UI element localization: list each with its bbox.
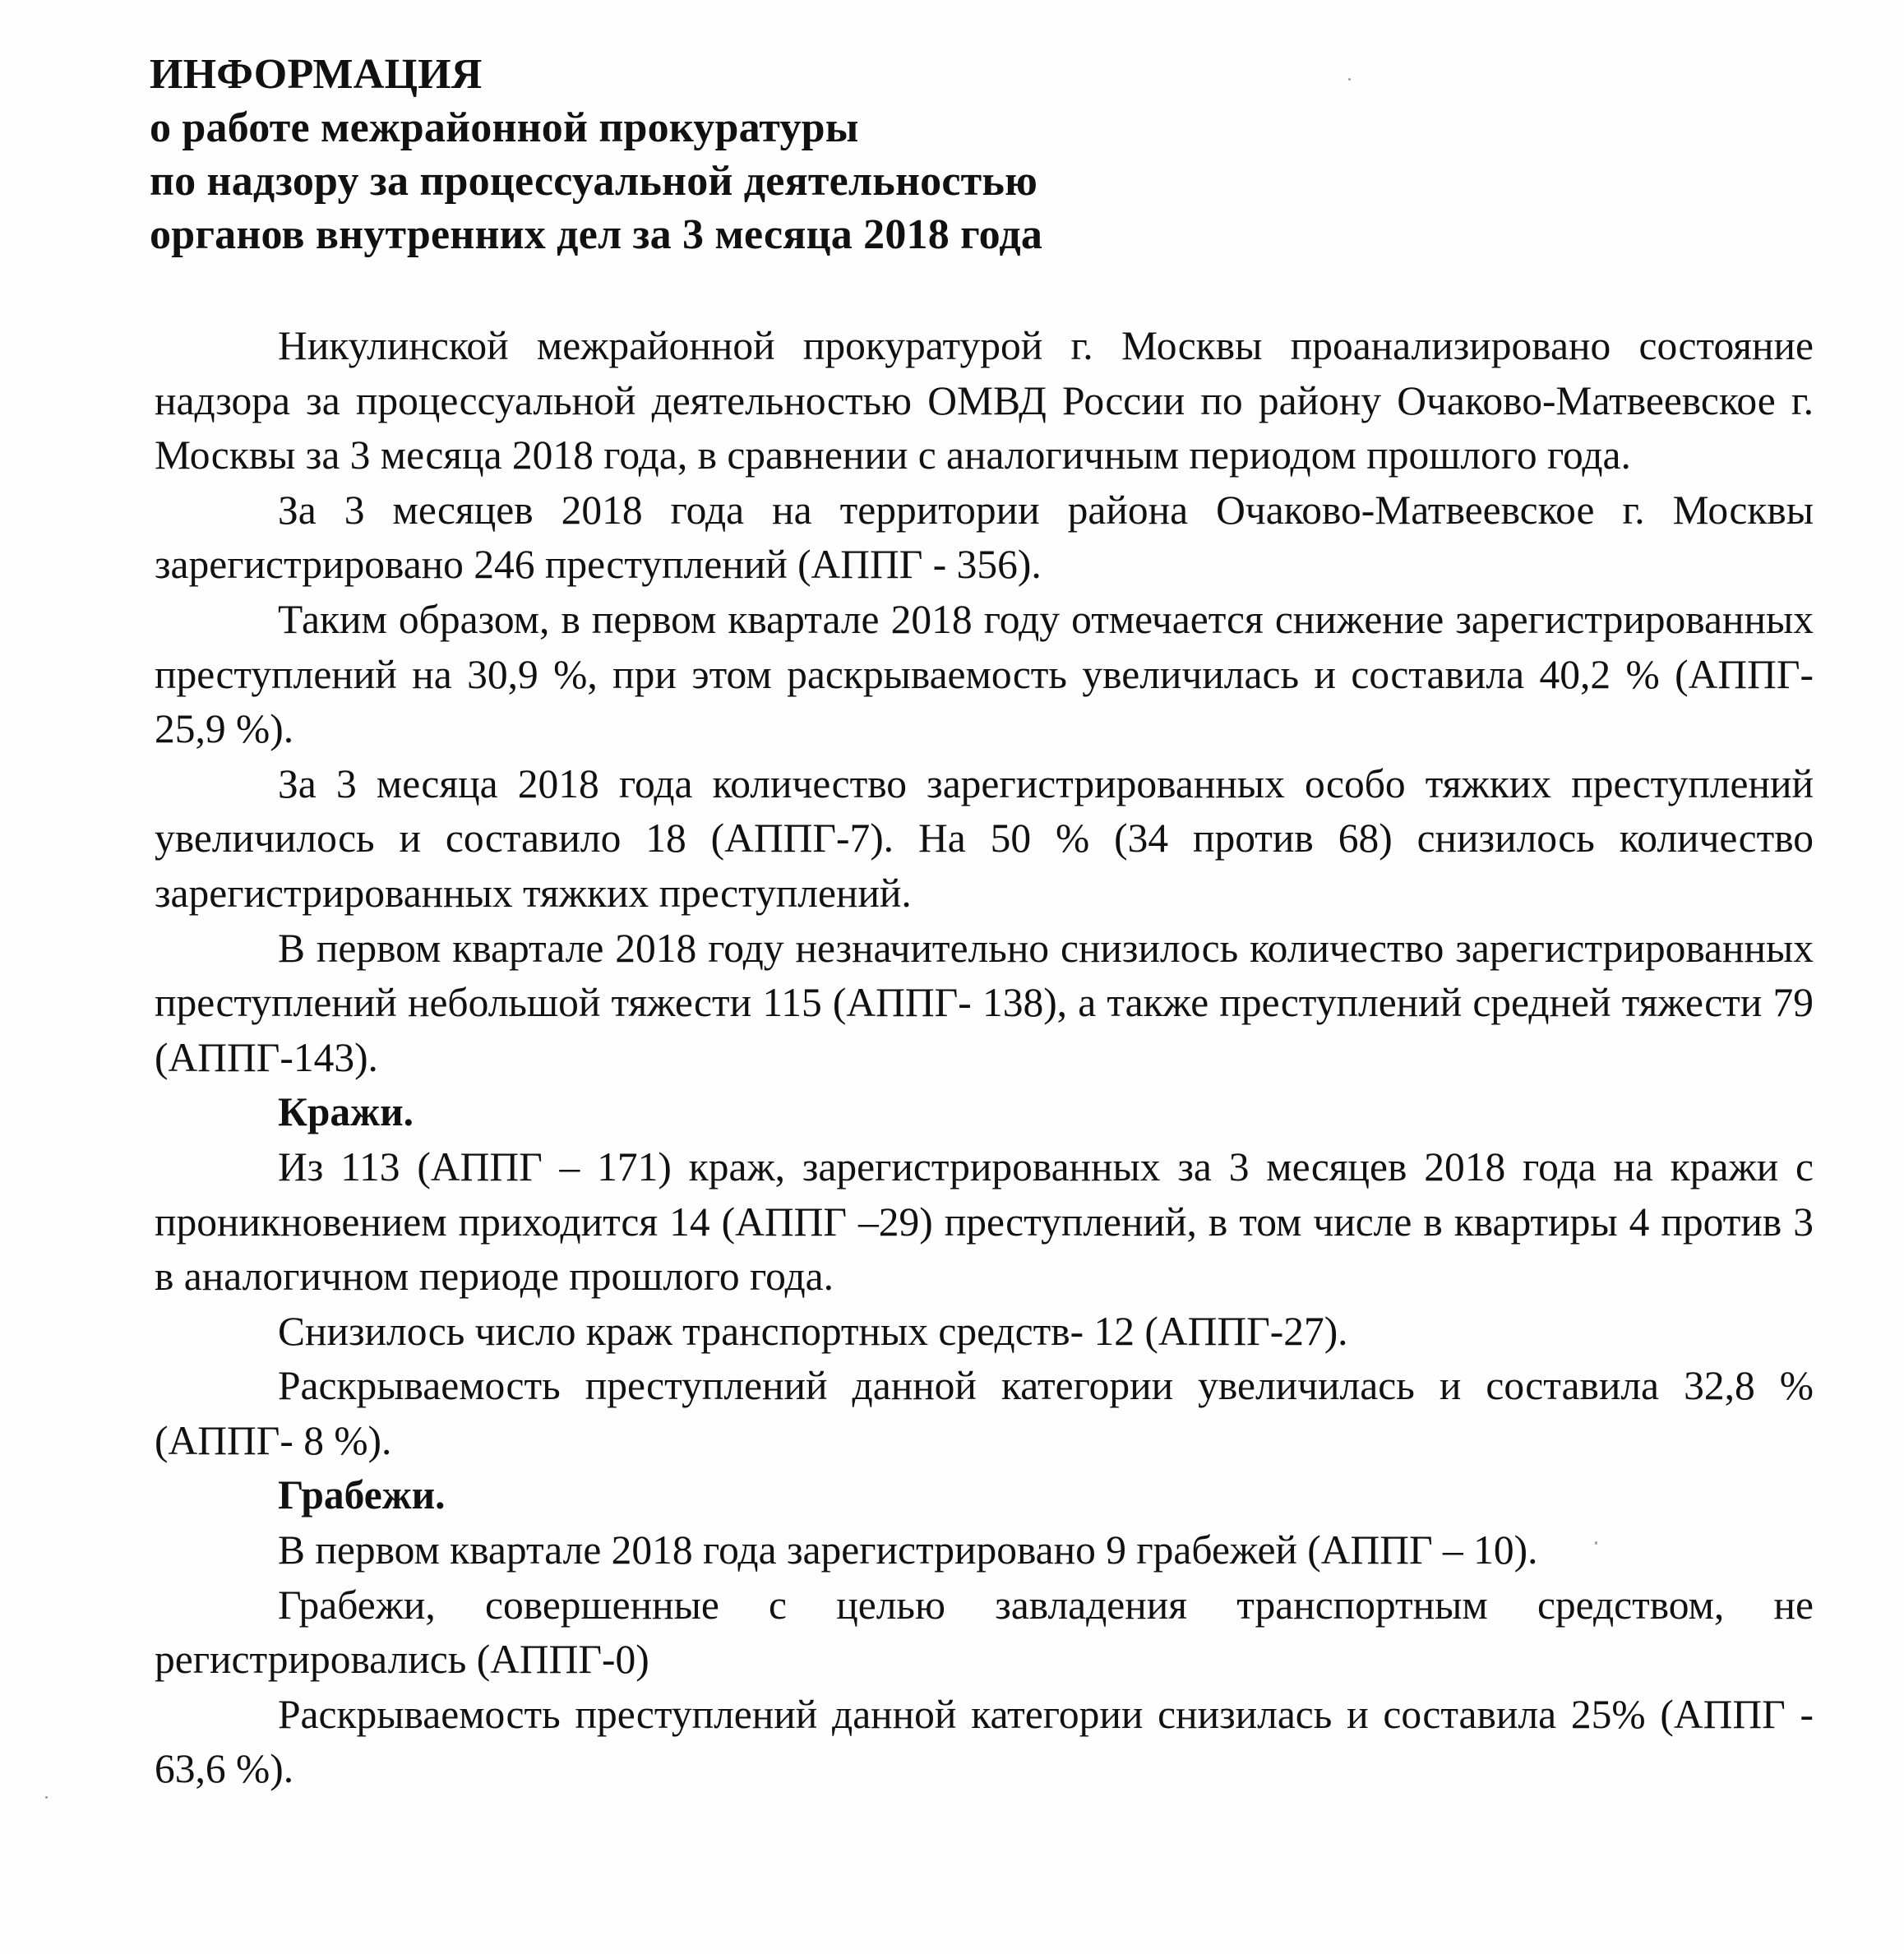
scan-artifact: [1595, 1541, 1597, 1545]
paragraph-thefts-total: Из 113 (АППГ – 171) краж, зарегистрированных за 3 месяцев 2018 года на кражи с проникновением приходится 14 (АППГ –29) преступлений, в том числе в квартиры 4 против 3 в аналогичном периоде прошлого года.: [155, 1143, 1814, 1300]
scan-artifact: [1348, 78, 1351, 81]
section-heading-robberies: Грабежи.: [278, 1472, 446, 1518]
paragraph-crime-decrease: Таким образом, в первом квартале 2018 году отмечается снижение зарегистрированных преступлений на 30,9 %, при этом раскрываемость увеличилась и составила 40,2 % (АППГ- 25,9 %).: [155, 596, 1814, 752]
document-body: [155, 319, 1814, 1797]
title-line-scope: по надзору за процессуальной деятельностью: [150, 158, 1038, 205]
title-line-heading: ИНФОРМАЦИЯ: [150, 51, 483, 98]
paragraph-thefts-clearance: Раскрываемость преступлений данной категории увеличилась и составила 32,8 % (АППГ- 8 %).: [155, 1363, 1814, 1463]
title-line-period: органов внутренних дел за 3 месяца 2018 года: [150, 211, 1043, 258]
paragraph-minor-crimes: В первом квартале 2018 году незначительно снизилось количество зарегистрированных преступлений небольшой тяжести 115 (АППГ- 138), а также преступлений средней тяжести 79 (АППГ-143).: [155, 925, 1814, 1080]
paragraph-vehicle-thefts: Снизилось число краж транспортных средств- 12 (АППГ-27).: [278, 1308, 1348, 1354]
title-line-subject: о работе межрайонной прокуратуры: [150, 104, 859, 151]
paragraph-grave-crimes: За 3 месяца 2018 года количество зарегистрированных особо тяжких преступлений увеличилось и составило 18 (АППГ-7). На 50 % (34 против 68) снизилось количество зарегистрированных тяжких преступлений.: [155, 760, 1814, 916]
section-heading-thefts: Кражи.: [278, 1089, 414, 1135]
paragraph-vehicle-robberies: Грабежи, совершенные с целью завладения транспортным средством, не регистрировались (АППГ-0): [155, 1582, 1814, 1683]
paragraph-registered-crimes: За 3 месяцев 2018 года на территории района Очаково-Матвеевское г. Москвы зарегистрировано 246 преступлений (АППГ - 356).: [155, 487, 1814, 588]
scan-artifact: [45, 1796, 48, 1799]
paragraph-robberies-total: В первом квартале 2018 года зарегистрировано 9 грабежей (АППГ – 10).: [278, 1527, 1538, 1573]
document-title: [150, 48, 1383, 261]
paragraph-intro: Никулинской межрайонной прокуратурой г. Москвы проанализировано состояние надзора за процессуальной деятельностью ОМВД России по району Очаково-Матвеевское г. Москвы за 3 месяца 2018 года, в сравнении с аналогичным периодом прошлого года.: [155, 323, 1814, 478]
paragraph-robberies-clearance: Раскрываемость преступлений данной категории снизилась и составила 25% (АППГ - 63,6 %).: [155, 1691, 1814, 1792]
